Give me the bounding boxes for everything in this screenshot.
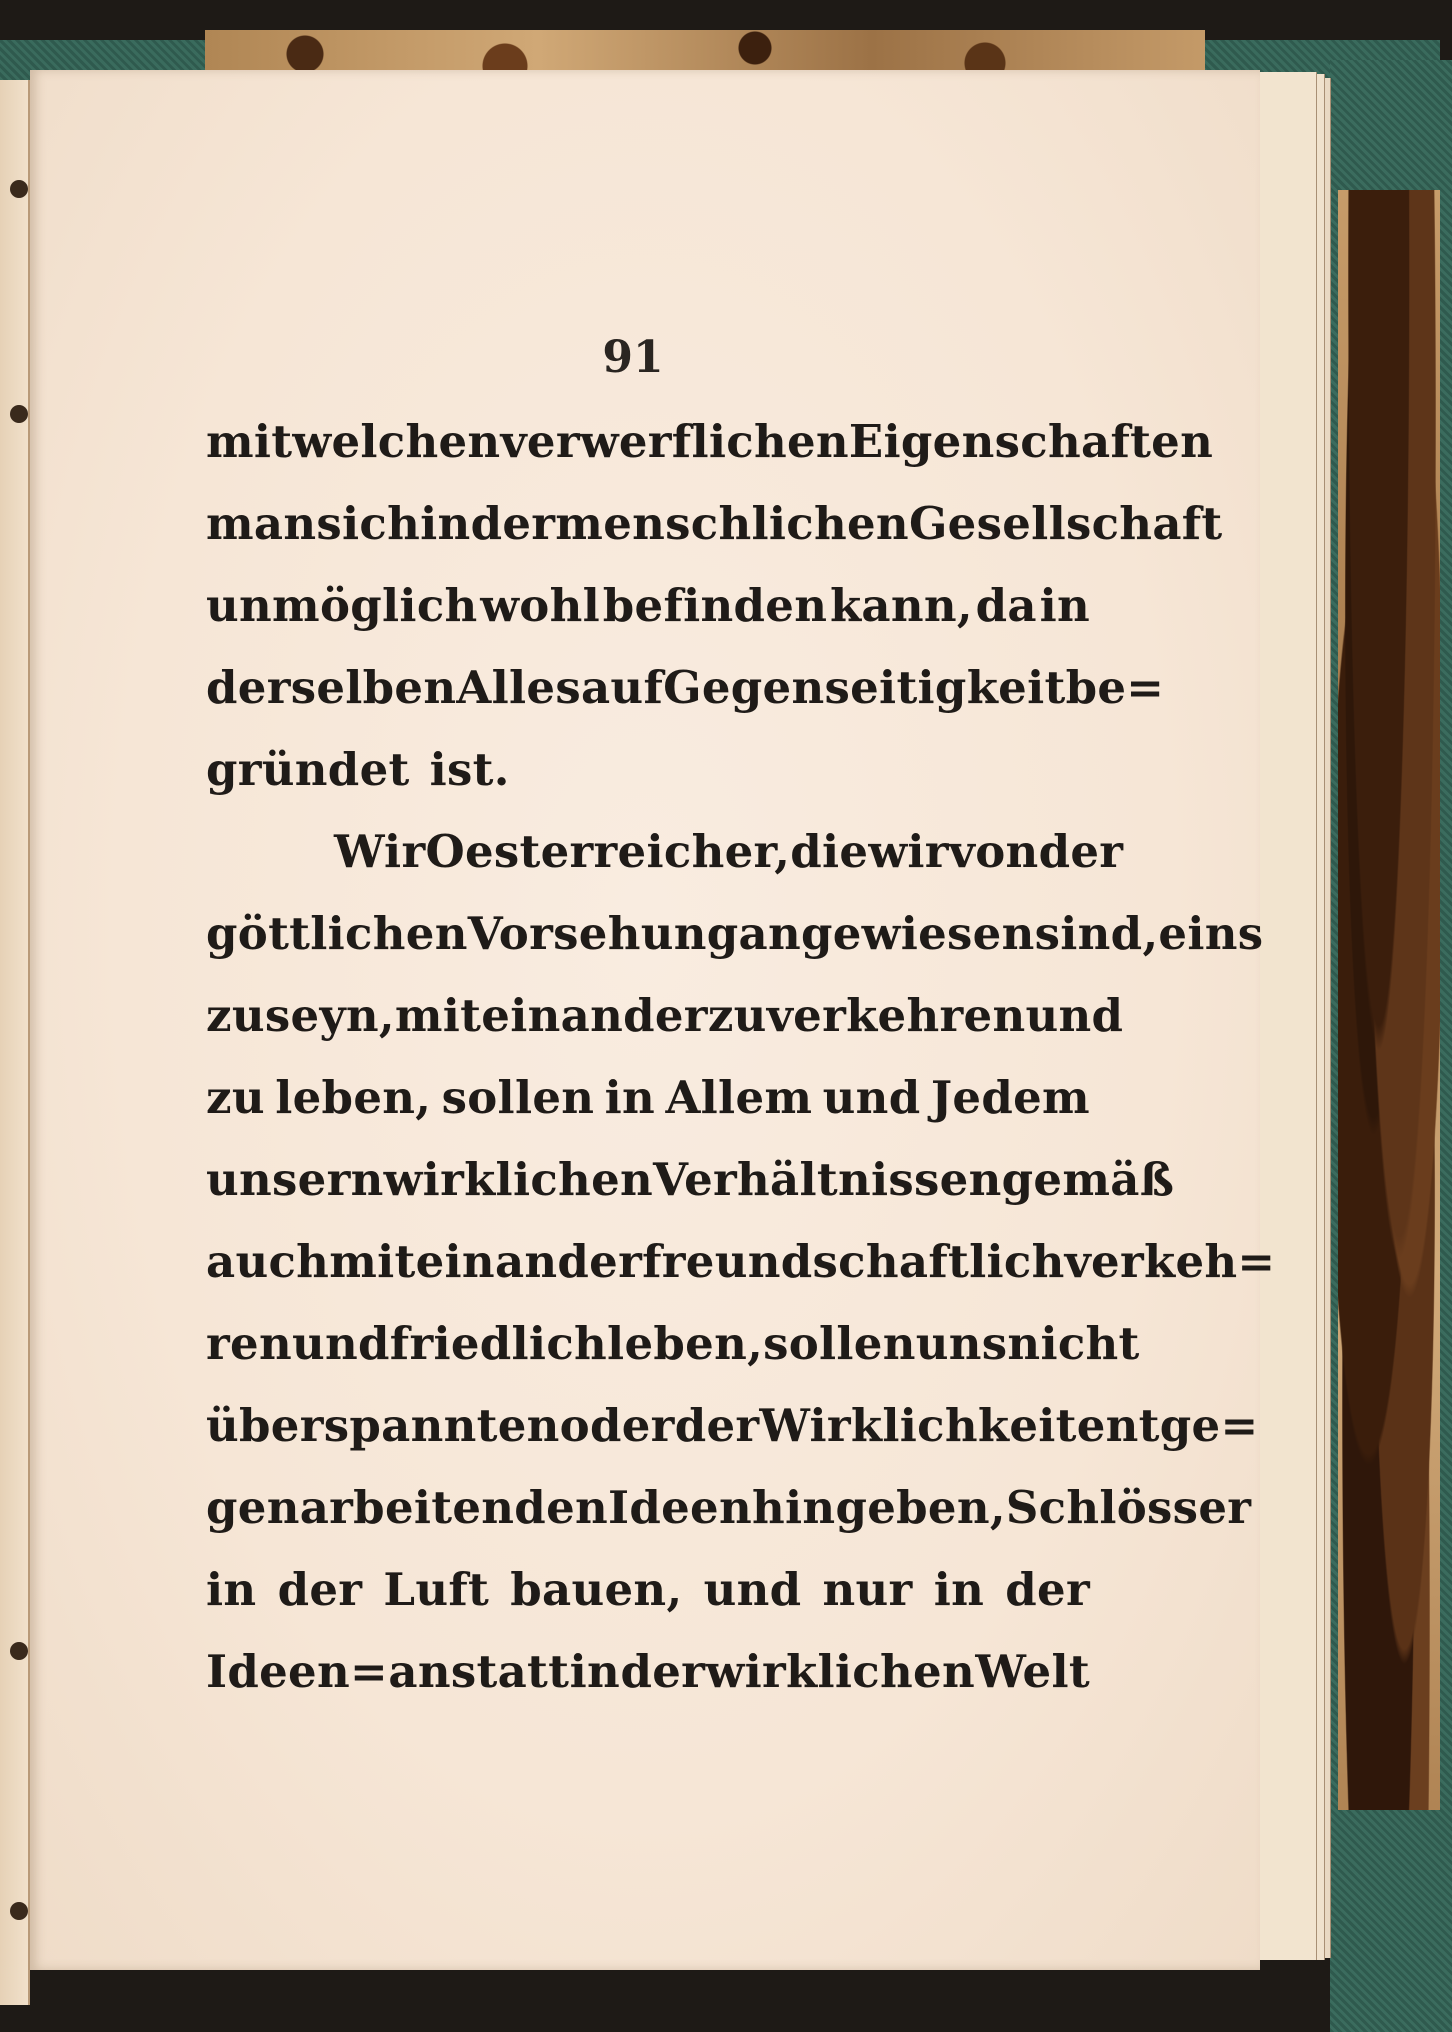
word: wir <box>868 825 949 878</box>
word: leben, <box>275 1071 432 1124</box>
word: der <box>1038 825 1124 878</box>
word: derselben <box>206 661 457 714</box>
text-line <box>206 579 1090 661</box>
word: und <box>822 1071 921 1124</box>
word: entge= <box>1076 1399 1259 1452</box>
binding-hole <box>10 405 28 423</box>
text-line <box>206 1153 1175 1235</box>
word: da <box>975 579 1037 632</box>
word: göttlichen <box>206 907 468 960</box>
word: bauen, <box>510 1563 683 1616</box>
word: gründet <box>206 743 410 796</box>
word: und <box>703 1563 802 1616</box>
word: ist. <box>429 743 510 796</box>
word: zu <box>707 989 767 1042</box>
word: in <box>420 497 471 550</box>
word: verwerflichen <box>500 415 849 468</box>
text-line <box>206 661 1165 743</box>
word: sollen <box>441 1071 595 1124</box>
word: man <box>206 497 317 550</box>
word: und <box>1025 989 1124 1042</box>
word: freundschaftlich <box>642 1235 1065 1288</box>
page-text <box>206 415 1276 1727</box>
word: auch <box>206 1235 330 1288</box>
word: genarbeitenden <box>206 1481 609 1534</box>
word: der <box>1005 1563 1090 1616</box>
word: wohl <box>480 579 601 632</box>
word: nicht <box>1007 1317 1140 1370</box>
word: mit <box>394 989 482 1042</box>
word: der <box>277 1563 363 1616</box>
word: wirklichen <box>705 1645 975 1698</box>
book-page <box>30 70 1276 1970</box>
word: in <box>1039 579 1090 632</box>
word: Allem <box>665 1071 813 1124</box>
word: Vorsehung <box>467 907 739 960</box>
binding-hole <box>10 1902 28 1920</box>
word: und <box>291 1317 390 1370</box>
binding-hole <box>10 1642 28 1660</box>
marbled-board-right <box>1338 190 1440 1810</box>
word: von <box>948 825 1039 878</box>
page-edge <box>1256 72 1317 1960</box>
word: die <box>790 825 869 878</box>
word: verkehren <box>766 989 1026 1042</box>
word: be= <box>1065 661 1165 714</box>
word: Gegenseitigkeit <box>663 661 1066 714</box>
text-line <box>206 415 1214 497</box>
word: Jedem <box>930 1071 1090 1124</box>
word: überspannten <box>206 1399 560 1452</box>
word: leben, <box>607 1317 764 1370</box>
word: menschlichen <box>555 497 909 550</box>
word: miteinander <box>329 1235 643 1288</box>
text-line <box>206 743 1090 825</box>
word: mit <box>206 415 293 468</box>
word: Luft <box>383 1563 490 1616</box>
page-number: 91 <box>602 332 664 383</box>
text-line <box>206 497 1223 579</box>
word: uns <box>915 1317 1008 1370</box>
word: oder <box>559 1399 675 1452</box>
word: unsern <box>206 1153 384 1206</box>
word: eins <box>1158 907 1264 960</box>
text-line <box>206 1399 1259 1481</box>
text-line <box>206 1645 1090 1727</box>
binding-hole <box>10 180 28 198</box>
text-line <box>206 989 1124 1071</box>
word: welchen <box>292 415 501 468</box>
word: Alles <box>456 661 581 714</box>
text-line <box>206 1071 1090 1153</box>
word: Wirklichkeit <box>759 1399 1077 1452</box>
word: anstatt <box>388 1645 570 1698</box>
word: Oesterreicher, <box>425 825 791 878</box>
word: sollen <box>763 1317 916 1370</box>
word: angewiesen <box>738 907 1035 960</box>
word: Eigenschaften <box>848 415 1214 468</box>
word: Ideen <box>608 1481 753 1534</box>
word: kann, <box>829 579 973 632</box>
text-line <box>206 1481 1252 1563</box>
word: sich <box>316 497 421 550</box>
word: der <box>470 497 556 550</box>
word: Ideen= <box>206 1645 388 1698</box>
word: in <box>933 1563 985 1616</box>
word: nur <box>822 1563 913 1616</box>
word: Verhältnissen <box>653 1153 1002 1206</box>
text-line <box>206 1317 1140 1399</box>
word: seyn, <box>264 989 395 1042</box>
text-line <box>206 825 1124 907</box>
word: unmöglich <box>206 579 478 632</box>
word: sind, <box>1034 907 1159 960</box>
word: zu <box>206 1071 265 1124</box>
word: Gesellschaft <box>908 497 1223 550</box>
word: der <box>620 1645 706 1698</box>
text-line <box>206 1235 1276 1317</box>
word: Welt <box>975 1645 1090 1698</box>
word: befinden <box>602 579 828 632</box>
word: hingeben, <box>752 1481 1006 1534</box>
word: gemäß <box>1001 1153 1175 1206</box>
word: der <box>674 1399 760 1452</box>
word: in <box>604 1071 656 1124</box>
word: in <box>569 1645 621 1698</box>
word: in <box>206 1563 257 1616</box>
word: friedlich <box>389 1317 608 1370</box>
word: wirklichen <box>383 1153 654 1206</box>
word: zu <box>206 989 265 1042</box>
word: ren <box>206 1317 292 1370</box>
word: auf <box>580 661 664 714</box>
word: verkeh= <box>1064 1235 1276 1288</box>
text-line <box>206 1563 1090 1645</box>
word: Wir <box>334 825 426 878</box>
text-line <box>206 907 1264 989</box>
word: einander <box>481 989 708 1042</box>
word: Schlösser <box>1005 1481 1252 1534</box>
